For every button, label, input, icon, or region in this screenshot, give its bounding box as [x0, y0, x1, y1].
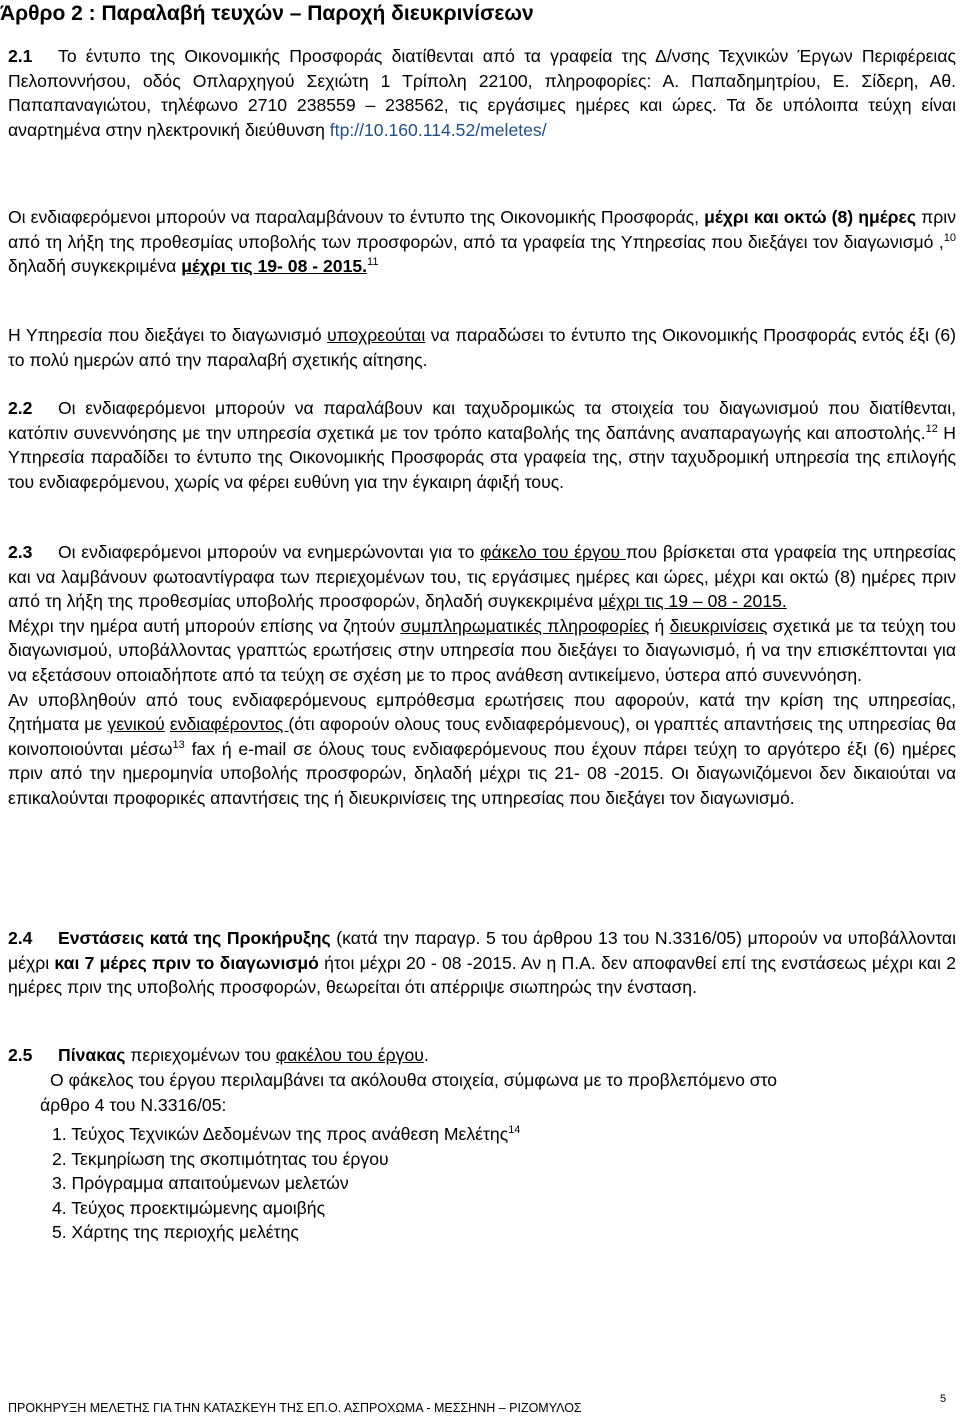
paragraph-text: πριν από τη λήξη της προθεσμίας υποβολής των προσφορών, από τα γραφεία της Υπηρεσίας που διεξάγει τον διαγωνισμό ,: [8, 207, 956, 252]
section-2-1-paragraph-2: [8, 205, 956, 279]
footnote-ref: 11: [367, 256, 379, 269]
list-item: 4. Τεύχος προεκτιμώμενης αμοιβής: [52, 1197, 326, 1218]
section-number: 2.3: [8, 542, 33, 562]
paragraph-text: Η Υπηρεσία που διεξάγει το διαγωνισμό: [8, 325, 328, 345]
list-item: 3. Πρόγραμμα απαιτούμενων μελετών: [52, 1173, 349, 1194]
paragraph-text: (ότι αφορούν ολους τους ενδιαφερόμενους), οι γραπτές απαντήσεις της υπηρεσίας θα κοινοποιούνται μέσω: [8, 714, 956, 759]
intro-line: Ο φάκελος του έργου περιλαμβάνει τα ακόλουθα στοιχεία, σύμφωνα με το προβλεπόμενο στο: [50, 1070, 778, 1090]
paragraph-text: σχετικά με τα τεύχη του διαγωνισμού, υποβάλλοντας γραπτώς ερωτήσεις στην υπηρεσία που διεξάγει το διαγωνισμό, ή να την επισκέπτονται για να εξετάσουν οποιαδήποτε από τα τεύχη σε σχέση με το προς ανάθεση αντικείμενο, ύστερα από συνεννόηση.: [8, 615, 956, 685]
paragraph-text: να παραδώσει το έντυπο της Οικονομικής Προσφοράς εντός έξι (6) το πολύ ημερών από την παραλαβή σχετικής αίτησης.: [8, 325, 956, 370]
footnote-ref: 12: [925, 422, 938, 435]
paragraph-text: Η Υπηρεσία παραδίδει το έντυπο της Οικονομικής Προσφοράς στα γραφεία της, στην ταχυδρομική υπηρεσία της επιλογής του ενδιαφερόμενου, χωρίς να φέρει ευθύνη για την έγκαιρη άφιξή τους.: [8, 422, 956, 492]
paragraph-text: που βρίσκεται στα γραφεία της υπηρεσίας και να λαμβάνουν φωτοαντίγραφα των περιεχομένων του, τις εργάσιμες ημέρες και ώρες, μέχρι και οκτώ (8) ημέρες πριν από τη λήξη της προθεσμίας υποβολής προσφορών, δηλαδή συγκεκριμένα: [8, 542, 956, 612]
article-title: Άρθρο 2 : Παραλαβή τευχών – Παροχή διευκρινίσεων: [0, 2, 534, 25]
paragraph-text: ήτοι μέχρι 20 - 08 -2015. Αν η Π.Α. δεν αποφανθεί επί της ενστάσεως μέχρι και 2 ημέρες πριν της υποβολής προσφορών, θεωρείται ότι απέρριψε σιωπηρώς την ένσταση.: [8, 952, 956, 998]
section-2-5-intro: [8, 1068, 956, 1117]
section-2-4: [8, 926, 956, 1000]
footnote-ref: 13: [172, 738, 185, 751]
bold-text: και 7 μέρες πριν το διαγωνισμό: [54, 952, 319, 973]
paragraph-text: Οι ενδιαφερόμενοι μπορούν να παραλαμβάνουν το έντυπο της Οικονομικής Προσφοράς,: [8, 207, 705, 227]
page-footer: ΠΡΟΚΗΡΥΞΗ ΜΕΛΕΤΗΣ ΓΙΑ ΤΗΝ ΚΑΤΑΣΚΕΥΗ ΤΗΣ ΕΠ.Ο. ΑΣΠΡΟΧΩΜΑ - ΜΕΣΣΗΝΗ – ΡΙΖΟΜΥΛΟΣ: [8, 1401, 582, 1415]
footnote-ref: 14: [508, 1124, 521, 1137]
underlined-text: συμπληρωματικές πληροφορίες: [400, 615, 650, 636]
section-2-5: [8, 1043, 956, 1068]
deadline-date: μέχρι τις 19 – 08 - 2015.: [598, 591, 787, 612]
ftp-link[interactable]: ftp://10.160.114.52/meletes/: [329, 119, 547, 140]
paragraph-text: fax ή e-mail σε όλους τους ενδιαφερόμενους που έχουν πάρει τεύχη το αργότερο έξι (6) ημέρες πριν από την ημερομηνία υποβολής προσφορών, δηλαδή μέχρι τις 21- 08 -2015. Οι διαγωνιζόμενοι δεν δικαιούται να επικαλούνται προφορικές απαντήσεις της ή διευκρινίσεις της υπηρεσίας που διεξάγει τον διαγωνισμό.: [8, 738, 957, 808]
intro-line: άρθρο 4 του Ν.3316/05:: [40, 1094, 227, 1115]
bold-text: Πίνακας: [58, 1045, 126, 1065]
underlined-text: υποχρεούται: [327, 325, 426, 345]
paragraph-text: Οι ενδιαφερόμενοι μπορούν να παραλάβουν και ταχυδρομικώς τα στοιχεία του διαγωνισμού που διατίθενται, κατόπιν συνεννόησης με την υπηρεσία σχετικά με τον τρόπο καταβολής της δαπάνης αναπαραγωγής και αποστολής.: [8, 398, 956, 443]
section-2-2: [8, 396, 956, 494]
deadline-date: μέχρι τις 19- 08 - 2015.: [181, 256, 368, 277]
paragraph-text: ή: [649, 615, 670, 636]
paragraph-text: περιεχομένων του: [125, 1045, 276, 1065]
list-item: 5. Χάρτης της περιοχής μελέτης: [52, 1222, 299, 1243]
section-2-1: [8, 44, 956, 142]
underlined-text: φακέλου του έργου: [275, 1045, 424, 1065]
section-2-3: [8, 540, 956, 811]
underlined-text: ενδιαφέροντος: [169, 714, 289, 735]
page-number: 5: [940, 1393, 947, 1405]
underlined-text: γενικού: [107, 714, 165, 735]
section-text: Το έντυπο της Οικονομικής Προσφοράς διατίθενται από τα γραφεία της Δ/νσης Τεχνικών Έργων Περιφέρειας Πελοποννήσου, οδός Οπλαρχηγού Σεχιώτη 1 Τρίπολη 22100, πληροφορίες: Α. Παπαδημητρίου, Ε. Σίδερη, Αθ. Παπαπαναγιώτου, τηλέφωνο 2710 238559 – 238562, τις εργάσιμες ημέρες και ώρες. Τα δε υπόλοιπα τεύχη είναι αναρτημένα στην ηλεκτρονική διεύθυνση: [8, 46, 956, 140]
paragraph-text: Αν υποβληθούν από τους ενδιαφερόμενους εμπρόθεσμα ερωτήσεις που αφορούν, κατά την κρίση της υπηρεσίας, ζητήματα με: [8, 689, 956, 735]
underlined-text: διευκρινίσεις: [669, 615, 768, 636]
paragraph-text: Μέχρι την ημέρα αυτή μπορούν επίσης να ζητούν: [8, 615, 401, 636]
contents-list: [52, 1122, 520, 1245]
bold-text: Ενστάσεις κατά της Προκήρυξης: [58, 928, 331, 948]
list-item: 2. Τεκμηρίωση της σκοπιμότητας του έργου: [52, 1148, 389, 1169]
footnote-ref: 10: [943, 231, 956, 244]
section-number: 2.1: [8, 46, 33, 66]
section-number: 2.2: [8, 398, 33, 418]
paragraph-text: δηλαδή συγκεκριμένα: [8, 256, 182, 277]
paragraph-text: .: [423, 1045, 429, 1065]
paragraph-text: (κατά την παραγρ. 5 του άρθρου 13 του Ν.3316/05) μπορούν να υποβάλλονται μέχρι: [8, 928, 956, 973]
section-number: 2.5: [8, 1045, 33, 1065]
section-2-1-paragraph-3: [8, 323, 956, 372]
bold-text: μέχρι και οκτώ (8) ημέρες: [704, 207, 917, 227]
underlined-text: φάκελο του έργου: [480, 542, 626, 562]
list-item: 1. Τεύχος Τεχνικών Δεδομένων της προς ανάθεση Μελέτης$^{14}$: [52, 1124, 521, 1144]
section-number: 2.4: [8, 928, 33, 948]
paragraph-text: Οι ενδιαφερόμενοι μπορούν να ενημερώνονται για το: [58, 542, 481, 562]
